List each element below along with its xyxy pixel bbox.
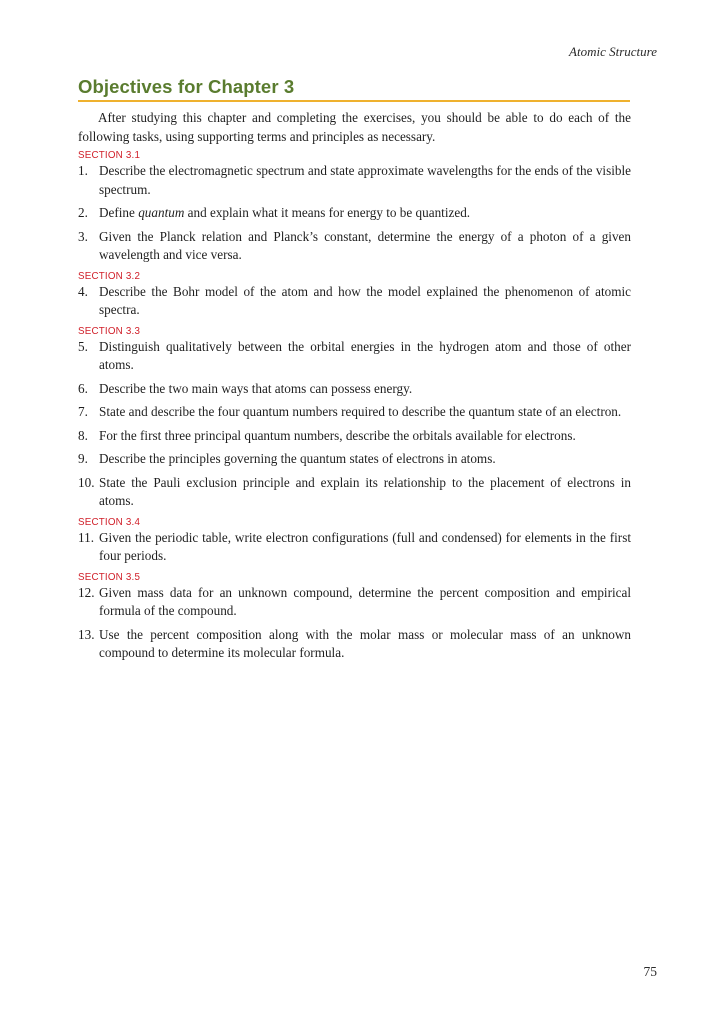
objective-number: 11. [78, 529, 94, 545]
objective-text: State and describe the four quantum numbers required to describe the quantum state of an electron. [99, 404, 622, 419]
objective-number: 12. [78, 584, 95, 600]
objective-item [78, 283, 631, 320]
objectives-content [78, 109, 631, 668]
objective-number: 13. [78, 626, 95, 642]
objective-number: 9. [78, 451, 88, 466]
objective-text: For the first three principal quantum numbers, describe the orbitals available for electrons. [99, 427, 576, 443]
objective-number: 4. [78, 283, 88, 299]
objective-number: 7. [78, 404, 88, 419]
objective-item [78, 584, 631, 621]
objective-number: 10. [78, 474, 95, 490]
section-label: SECTION 3.3 [78, 325, 141, 337]
objective-item [78, 626, 631, 663]
objective-text: Describe the electromagnetic spectrum and state approximate wavelengths for the ends of the visible spectrum. [99, 163, 631, 197]
running-header: Atomic Structure [569, 44, 657, 59]
objective-number: 5. [78, 338, 88, 354]
objective-number: 2. [78, 205, 88, 220]
emphasis-term: quantum [138, 205, 185, 220]
objective-text: Describe the Bohr model of the atom and how the model explained the phenomenon of atomic spectra. [99, 283, 631, 317]
intro-paragraph: After studying this chapter and completing the exercises, you should be able to do each of the following tasks, using supporting terms and principles as necessary. [78, 110, 631, 144]
section-label: SECTION 3.2 [78, 270, 141, 282]
objective-item [78, 450, 631, 469]
objective-text: Use the percent composition along with the molar mass or molecular mass of an unknown compound to determine its molecular formula. [99, 626, 631, 660]
objective-item [78, 403, 631, 422]
objective-item [78, 162, 631, 199]
objective-item [78, 529, 631, 566]
objective-number: 6. [78, 380, 88, 396]
objective-item [78, 380, 631, 399]
objective-text: Define quantum and explain what it means for energy to be quantized. [99, 205, 471, 220]
section-label: SECTION 3.4 [78, 516, 141, 528]
objective-item [78, 204, 631, 223]
objective-number: 8. [78, 427, 88, 443]
objective-text: Given mass data for an unknown compound, determine the percent composition and empirical formula of the compound. [99, 584, 631, 618]
objective-item [78, 338, 631, 375]
objective-text: State the Pauli exclusion principle and explain its relationship to the placement of electrons in atoms. [99, 474, 631, 508]
objective-item [78, 474, 631, 511]
objective-text: Given the Planck relation and Planck’s constant, determine the energy of a photon of a given wavelength and vice versa. [99, 228, 631, 262]
objective-text: Describe the principles governing the quantum states of electrons in atoms. [99, 451, 496, 466]
section-label: SECTION 3.1 [78, 150, 141, 161]
title-divider [78, 100, 630, 102]
objective-item [78, 427, 631, 446]
objective-text: Given the periodic table, write electron configurations (full and condensed) for elements in the first four periods. [99, 529, 631, 563]
objective-text: Describe the two main ways that atoms can possess energy. [99, 380, 413, 396]
objective-number: 3. [78, 228, 88, 244]
page-title: Objectives for Chapter 3 [78, 76, 295, 97]
objective-item [78, 228, 631, 265]
section-label: SECTION 3.5 [78, 571, 141, 583]
objective-number: 1. [78, 163, 88, 178]
page-number: 75 [643, 964, 657, 979]
objective-text: Distinguish qualitatively between the orbital energies in the hydrogen atom and those of other atoms. [99, 338, 631, 372]
